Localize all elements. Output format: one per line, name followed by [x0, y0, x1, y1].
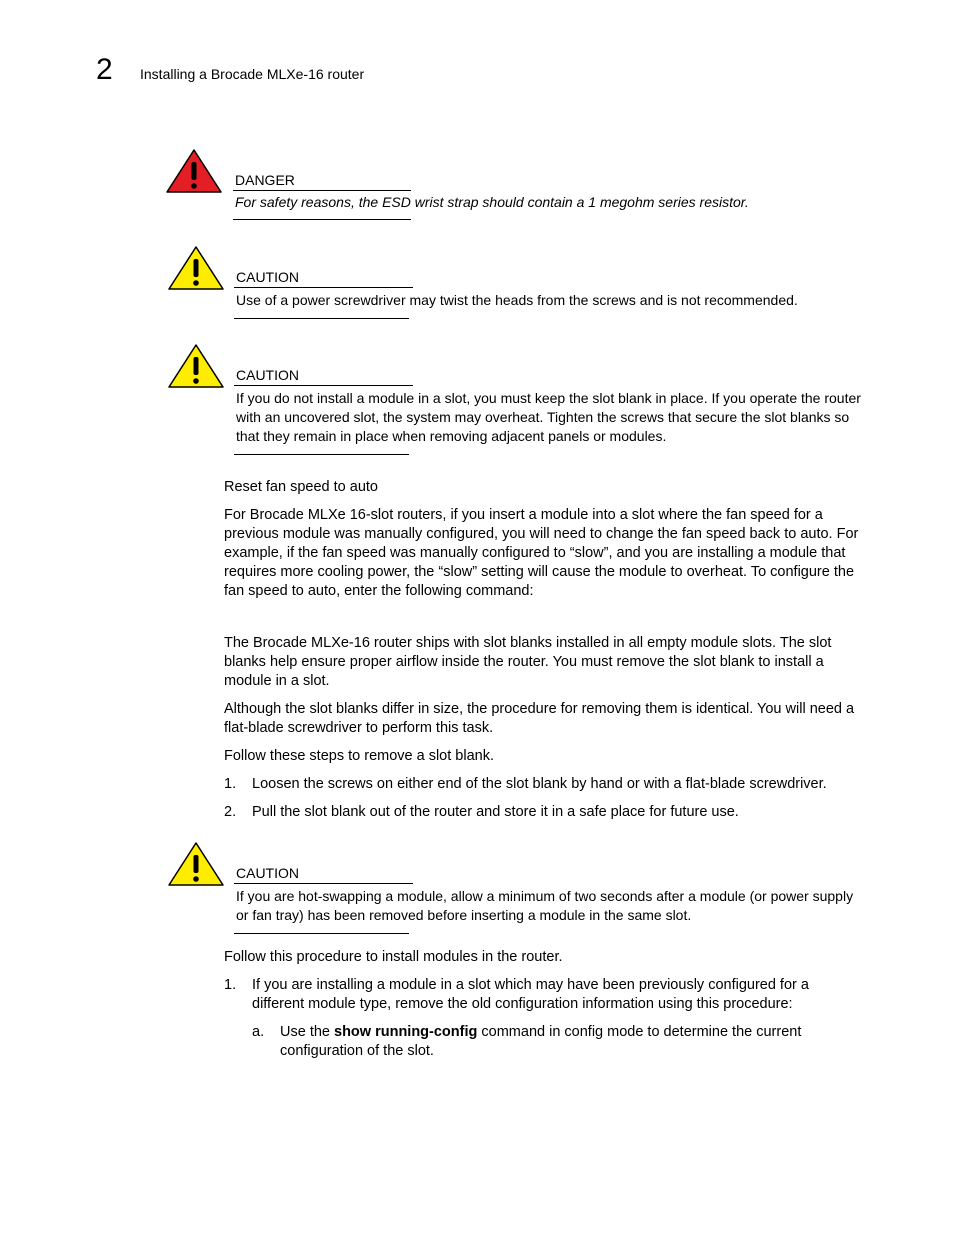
list-number: 1.	[224, 776, 237, 792]
notice-rule	[234, 454, 409, 455]
notice-text: If you are hot-swapping a module, allow a minimum of two seconds after a module (or power supply or fan tray) has been removed before inserting a module in the same slot.	[236, 888, 854, 923]
notice-label: CAUTION	[236, 865, 299, 881]
notice-label: CAUTION	[236, 269, 299, 285]
danger-icon	[165, 146, 223, 196]
notice-text: Use of a power screwdriver may twist the heads from the screws and is not recommended.	[236, 292, 798, 308]
paragraph: Although the slot blanks differ in size, the procedure for removing them is identical. You will need a flat-blade screwdriver to perform this task.	[224, 701, 855, 736]
notice-label: DANGER	[235, 172, 295, 188]
list-item: Loosen the screws on either end of the slot blank by hand or with a flat-blade screwdriver.	[252, 776, 827, 792]
notice-text: For safety reasons, the ESD wrist strap should contain a 1 megohm series resistor.	[235, 194, 749, 210]
notice-rule	[233, 219, 411, 220]
list-number: 2.	[224, 804, 237, 820]
chapter-number: 2	[96, 53, 113, 86]
paragraph: Follow these steps to remove a slot blank.	[224, 748, 494, 764]
caution-icon	[167, 243, 225, 293]
sublist-letter: a.	[252, 1024, 265, 1040]
list-item: If you are installing a module in a slot which may have been previously configured for a different module type, remove the old configuration information using this procedure:	[252, 977, 809, 1012]
paragraph: The Brocade MLXe-16 router ships with slot blanks installed in all empty module slots. The slot blanks help ensure proper airflow inside the router. You must remove the slot blank to install a module in a slot.	[224, 635, 832, 689]
caution-icon	[167, 341, 225, 391]
notice-rule	[234, 933, 409, 934]
notice-rule	[233, 190, 411, 191]
paragraph: For Brocade MLXe 16-slot routers, if you insert a module into a slot where the fan speed for a previous module was manually configured, you will need to change the fan speed back to auto. For example, if the fan speed was manually configured to “slow”, and you are installing a module that requires more cooling power, the “slow” setting will cause the module to overheat. To configure the fan speed to auto, enter the following command:	[224, 507, 859, 599]
notice-rule	[234, 385, 413, 386]
substep-pre: Use the	[280, 1024, 334, 1040]
notice-rule	[234, 318, 409, 319]
list-number: 1.	[224, 977, 237, 993]
notice-text: If you do not install a module in a slot, you must keep the slot blank in place. If you operate the router with an uncovered slot, the system may overheat. Tighten the screws that secure the slot blanks so that they remain in place when removing adjacent panels or modules.	[236, 390, 861, 444]
notice-rule	[234, 287, 413, 288]
caution-icon	[167, 839, 225, 889]
sublist-item	[280, 1023, 840, 1061]
substep-post: command in config mode to determine the current configuration of the slot.	[280, 1024, 802, 1059]
notice-rule	[234, 883, 413, 884]
paragraph: Follow this procedure to install modules in the router.	[224, 949, 563, 965]
running-title: Installing a Brocade MLXe-16 router	[140, 66, 365, 82]
notice-label: CAUTION	[236, 367, 299, 383]
section-heading: Reset fan speed to auto	[224, 479, 378, 495]
command-name: show running-config	[334, 1024, 478, 1040]
list-item: Pull the slot blank out of the router and store it in a safe place for future use.	[252, 804, 739, 820]
